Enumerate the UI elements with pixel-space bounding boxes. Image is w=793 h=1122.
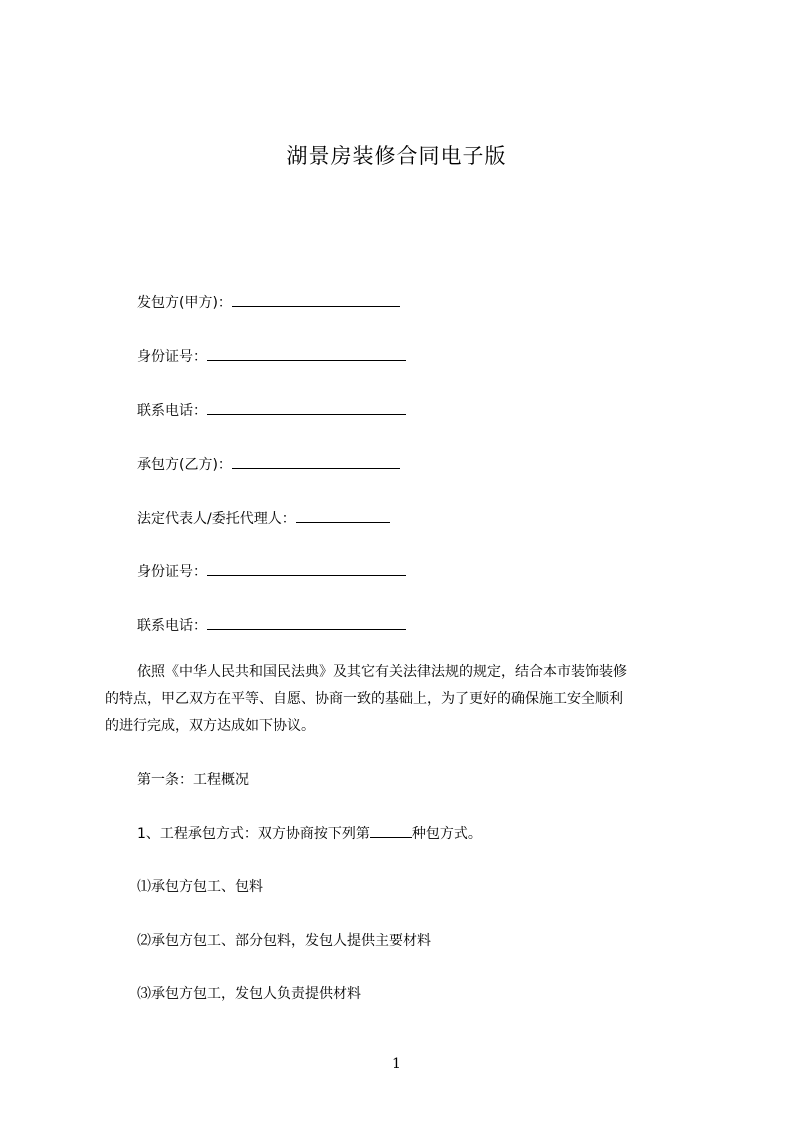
item-1-prefix: 1、工程承包方式：双方协商按下列第 <box>137 826 370 842</box>
intro-line-3: 的进行完成，双方达成如下协议。 <box>105 718 315 734</box>
party-b-id-label: 身份证号： <box>137 564 207 580</box>
representative-blank <box>296 507 390 523</box>
item-1-suffix: 种包方式。 <box>411 826 482 842</box>
party-a-phone-field <box>137 399 406 422</box>
item-1-blank <box>370 822 412 838</box>
intro-line-2: 的特点，甲乙双方在平等、自愿、协商一致的基础上，为了更好的确保施工安全顺利 <box>105 691 623 707</box>
party-b-id-blank <box>207 560 406 576</box>
party-a-label: 发包方(甲方)： <box>137 295 232 311</box>
section-1-heading: 第一条：工程概况 <box>137 772 249 788</box>
party-a-phone-blank <box>207 399 406 415</box>
party-b-phone-blank <box>207 614 406 630</box>
party-a-id-field <box>137 345 406 368</box>
party-a-field <box>137 291 400 314</box>
option-2: ⑵承包方包工、部分包料，发包人提供主要材料 <box>137 933 431 949</box>
party-b-field <box>137 453 400 476</box>
option-1: ⑴承包方包工、包料 <box>137 879 263 895</box>
representative-field <box>137 507 390 530</box>
party-a-blank <box>232 291 400 307</box>
party-a-id-label: 身份证号： <box>137 349 207 365</box>
party-a-id-blank <box>207 345 406 361</box>
party-b-blank <box>232 453 400 469</box>
party-b-id-field <box>137 560 406 583</box>
party-b-label: 承包方(乙方)： <box>137 457 232 473</box>
representative-label: 法定代表人/委托代理人： <box>137 511 296 527</box>
document-title: 湖景房装修合同电子版 <box>286 144 507 168</box>
page-number: 1 <box>392 1056 401 1072</box>
option-3: ⑶承包方包工，发包人负责提供材料 <box>137 986 361 1002</box>
item-1-contract-method <box>137 822 482 845</box>
intro-line-1: 依照《中华人民共和国民法典》及其它有关法律法规的规定，结合本市装饰装修 <box>137 664 627 680</box>
party-a-phone-label: 联系电话： <box>137 403 207 419</box>
party-b-phone-label: 联系电话： <box>137 618 207 634</box>
party-b-phone-field <box>137 614 406 637</box>
